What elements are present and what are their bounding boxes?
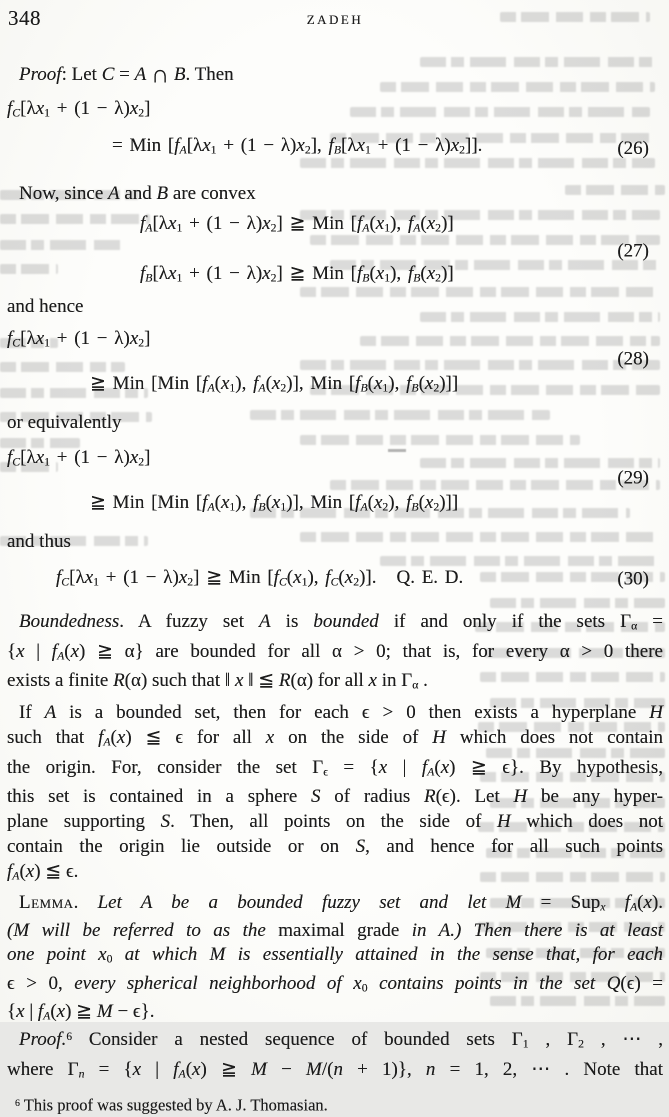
equation-26-line-1: fC[λx1 + (1 − λ)x2] — [7, 98, 151, 120]
para-lemma-line-3: one point x0 at which M is essentially attained in the sense that, for each — [7, 944, 663, 966]
equation-29 — [7, 445, 663, 519]
para-hyperplane-line-7: fA(x) ≦ ϵ. — [7, 861, 79, 883]
para-and-thus-line-1: and thus — [7, 530, 71, 552]
para-hyperplane-line-4: this set is contained in a sphere S of radius R(ϵ). Let H be any hyper- — [7, 786, 664, 808]
equation-26 — [7, 96, 663, 162]
running-head: ZADEH — [306, 12, 364, 27]
para-hyperplane-line-3: the origin. For, consider the set Γϵ = {x | fA(x) ≧ ϵ}. By hypothesis, — [7, 756, 663, 779]
para-boundedness-line-2: {x | fA(x) ≧ α} are bounded for all α > 0; that is, for every α > 0 there — [7, 640, 663, 663]
para-proof-6-line-2: where Γn = {x | fA(x) ≧ M − M/(n + 1)}, n = 1, 2, ⋯ . Note that — [7, 1058, 664, 1081]
equation-28-line-1: fC[λx1 + (1 − λ)x2] — [7, 328, 151, 350]
equation-27-line-2: fB[λx1 + (1 − λ)x2] ≧ Min [fB(x1), fB(x2)] — [140, 262, 454, 285]
para-proof-6 — [7, 1025, 663, 1086]
para-and-hence — [7, 294, 663, 319]
equation-30-number: (30) — [617, 568, 649, 590]
para-proof-6-line-1: Proof.$^6$ Consider a nested sequence of bounded sets Γ1 , Γ2 , ⋯ , — [19, 1029, 664, 1051]
para-now-since — [7, 181, 663, 206]
para-now-since-line-1: Now, since A and B are convex — [19, 183, 256, 205]
para-and-thus — [7, 529, 663, 554]
para-boundedness — [7, 609, 663, 698]
para-proof-intro — [7, 62, 663, 87]
equation-28-line-2: ≧ Min [Min [fA(x1), fA(x2)], Min [fB(x1), fB(x2)]] — [90, 372, 459, 395]
page-header — [7, 8, 663, 32]
para-hyperplane-line-1: If A is a bounded set, then for each ϵ > 0 then exists a hyperplane H — [19, 701, 664, 723]
equation-30-line-1: fC[λx1 + (1 − λ)x2] ≧ Min [fC(x1), fC(x2)]. Q. E. D. — [56, 566, 464, 589]
footnote-6-line-1: $^6$ This proof was suggested by A. J. Thomasian. — [15, 1095, 328, 1115]
para-or-equivalently-line-1: or equivalently — [7, 412, 122, 434]
para-boundedness-line-1: Boundedness. A fuzzy set A is bounded if and only if the sets Γα = — [19, 611, 663, 633]
para-lemma-line-5: {x | fA(x) ≧ M − ϵ}. — [7, 1001, 155, 1023]
equation-28 — [7, 326, 663, 400]
para-hyperplane-line-2: such that fA(x) ≦ ϵ for all x on the side of H which does not contain — [7, 726, 663, 749]
equation-27 — [7, 211, 663, 290]
equation-29-line-1: fC[λx1 + (1 − λ)x2] — [7, 447, 151, 470]
para-lemma — [7, 891, 663, 1029]
equation-27-number: (27) — [617, 240, 649, 262]
equation-27-line-1: fA[λx1 + (1 − λ)x2] ≧ Min [fA(x1), fA(x2)] — [140, 213, 454, 235]
equation-29-number: (29) — [617, 467, 649, 489]
para-hyperplane — [7, 700, 663, 889]
page-body — [7, 62, 663, 1117]
para-or-equivalently — [7, 410, 663, 435]
equation-28-number: (28) — [617, 348, 649, 370]
equation-29-line-2: ≧ Min [Min [fA(x1), fB(x1)], Min [fA(x2), fB(x2)]] — [90, 492, 459, 514]
para-lemma-line-1: Lemma. Let A be a bounded fuzzy set and let M = Supx fA(x). — [19, 891, 664, 914]
para-hyperplane-line-6: contain the origin lie outside or on S, and hence for all such points — [7, 836, 663, 858]
para-lemma-line-4: ϵ > 0, every spherical neighborhood of x0 contains points in the set Q(ϵ) = — [7, 972, 664, 995]
footnote-6 — [7, 1093, 663, 1116]
equation-30 — [7, 565, 663, 595]
para-and-hence-line-1: and hence — [7, 296, 84, 318]
para-lemma-line-2: (M will be referred to as the maximal grade in A.) Then there is at least — [7, 920, 663, 942]
para-proof-intro-line-1: Proof: Let C = A ∩ B. Then — [19, 61, 234, 89]
equation-26-number: (26) — [617, 138, 649, 160]
para-boundedness-line-3: exists a finite R(α) such that ‖ x ‖ ≦ R(α) for all x in Γα . — [7, 670, 428, 692]
page-number: 348 — [8, 6, 41, 30]
equation-26-line-2: = Min [fA[λx1 + (1 − λ)x2], fB[λx1 + (1 − λ)x2]]. — [112, 134, 483, 157]
para-hyperplane-line-5: plane supporting S. Then, all points on the side of H which does not — [7, 811, 663, 833]
